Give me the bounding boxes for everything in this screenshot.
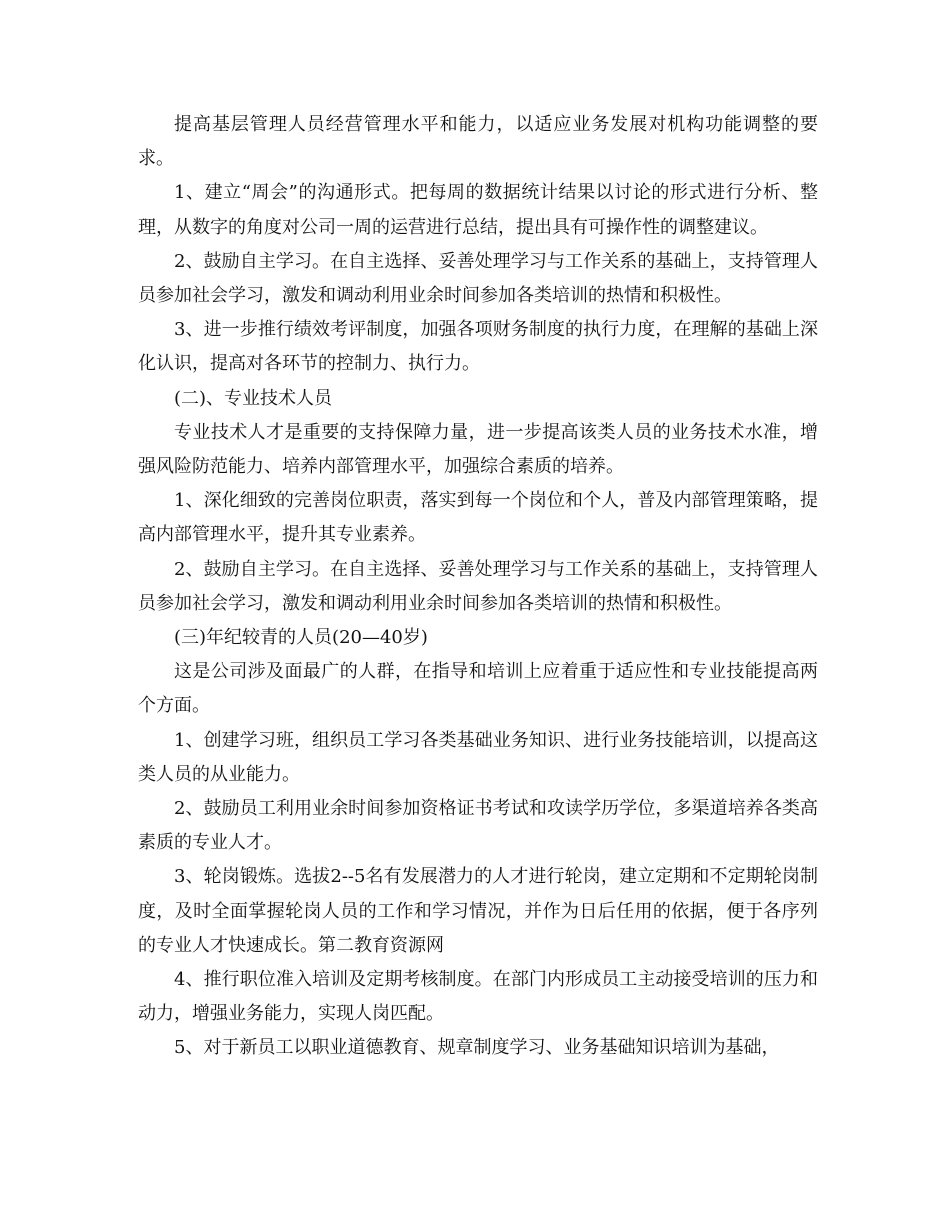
paragraph-weekly-meeting: 1、建立“周会”的沟通形式。把每周的数据统计结果以讨论的形式进行分析、整理，从数字的角度对公司一周的运营进行总结，提出具有可操作性的调整建议。 bbox=[138, 182, 818, 238]
section-heading-technical-staff: (二)、专业技术人员 bbox=[174, 387, 333, 409]
paragraph-technical-staff-intro: 专业技术人才是重要的支持保障力量，进一步提高该类人员的业务技术水准，增强风险防范能力、培养内部管理水平，加强综合素质的培养。 bbox=[138, 421, 818, 478]
paragraph-intro: 提高基层管理人员经营管理水平和能力，以适应业务发展对机构功能调整的要求。 bbox=[138, 114, 818, 170]
paragraph-certification: 2、鼓励员工利用业余时间参加资格证书考试和攻读学历学位，多渠道培养各类高素质的专业人才。 bbox=[138, 798, 818, 854]
paragraph-access-training: 4、推行职位准入培训及定期考核制度。在部门内形成员工主动接受培训的压力和动力，增强业务能力，实现人岗匹配。 bbox=[138, 969, 818, 1025]
paragraph-job-rotation: 3、轮岗锻炼。选拔2--5名有发展潜力的人才进行轮岗，建立定期和不定期轮岗制度，及时全面掌握轮岗人员的工作和学习情况，并作为日后任用的依据，便于各序列的专业人才快速成长。第二教育资源网 bbox=[138, 866, 818, 956]
paragraph-self-study-2: 2、鼓励自主学习。在自主选择、妥善处理学习与工作关系的基础上，支持管理人员参加社会学习，激发和调动利用业余时间参加各类培训的热情和积极性。 bbox=[138, 558, 818, 614]
section-heading-young-staff: (三)年纪较青的人员(20—40岁) bbox=[174, 627, 428, 649]
paragraph-young-staff-intro: 这是公司涉及面最广的人群，在指导和培训上应着重于适应性和专业技能提高两个方面。 bbox=[138, 661, 818, 717]
document-body bbox=[138, 108, 818, 1066]
paragraph-study-class: 1、创建学习班，组织员工学习各类基础业务知识、进行业务技能培训，以提高这类人员的从业能力。 bbox=[138, 729, 818, 785]
paragraph-performance-review: 3、进一步推行绩效考评制度，加强各项财务制度的执行力度，在理解的基础上深化认识，提高对各环节的控制力、执行力。 bbox=[138, 319, 818, 375]
paragraph-self-study: 2、鼓励自主学习。在自主选择、妥善处理学习与工作关系的基础上，支持管理人员参加社会学习，激发和调动利用业余时间参加各类培训的热情和积极性。 bbox=[138, 250, 818, 307]
paragraph-job-responsibility: 1、深化细致的完善岗位职责，落实到每一个岗位和个人，普及内部管理策略，提高内部管理水平，提升其专业素养。 bbox=[138, 490, 818, 546]
paragraph-new-employees: 5、对于新员工以职业道德教育、规章制度学习、业务基础知识培训为基础， bbox=[174, 1037, 780, 1059]
